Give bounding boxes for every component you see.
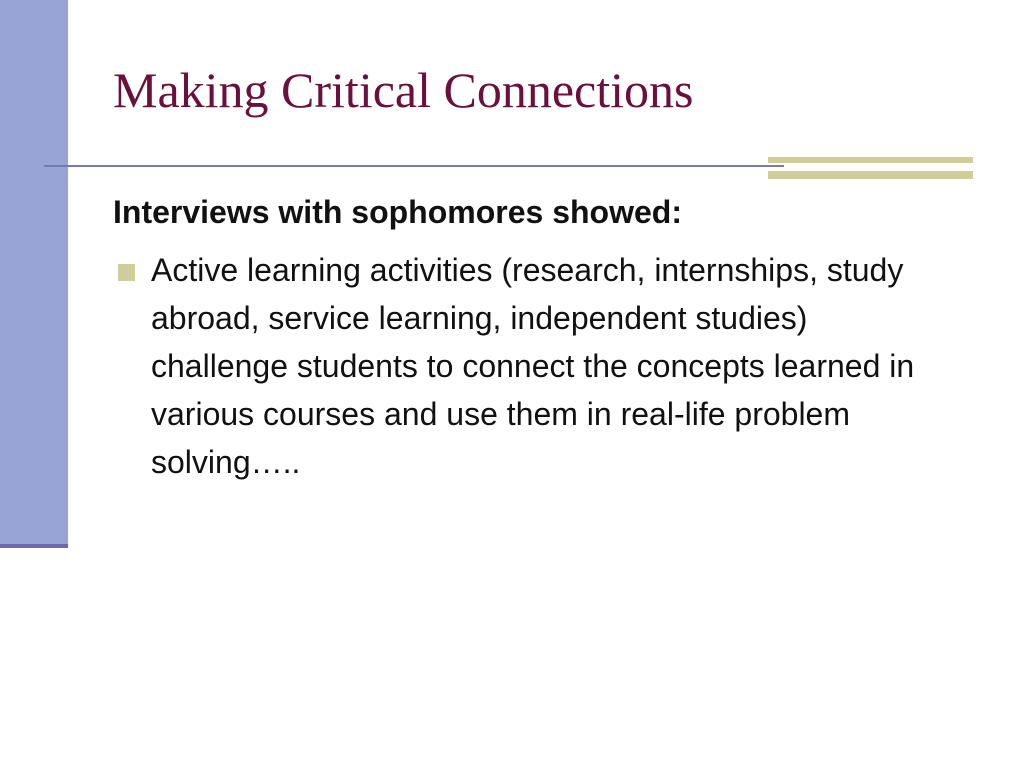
accent-bar-top — [768, 157, 973, 163]
square-bullet-icon — [118, 264, 135, 281]
title-divider-line — [44, 165, 784, 167]
bullet-text: Active learning activities (research, internships, study abroad, service learning, independent studies) challenge students to connect the concepts learned in various courses and use them in real-life problem solving….. — [151, 252, 915, 480]
bullet-item — [113, 246, 941, 486]
bullet-list — [113, 246, 973, 486]
slide-body — [113, 190, 973, 486]
left-bar-bottom-edge — [0, 544, 68, 548]
slide-title: Making Critical Connections — [113, 62, 694, 118]
left-decorative-bar — [0, 0, 68, 547]
accent-bar-bottom — [768, 171, 973, 179]
lead-text: Interviews with sophomores showed: — [113, 194, 682, 230]
